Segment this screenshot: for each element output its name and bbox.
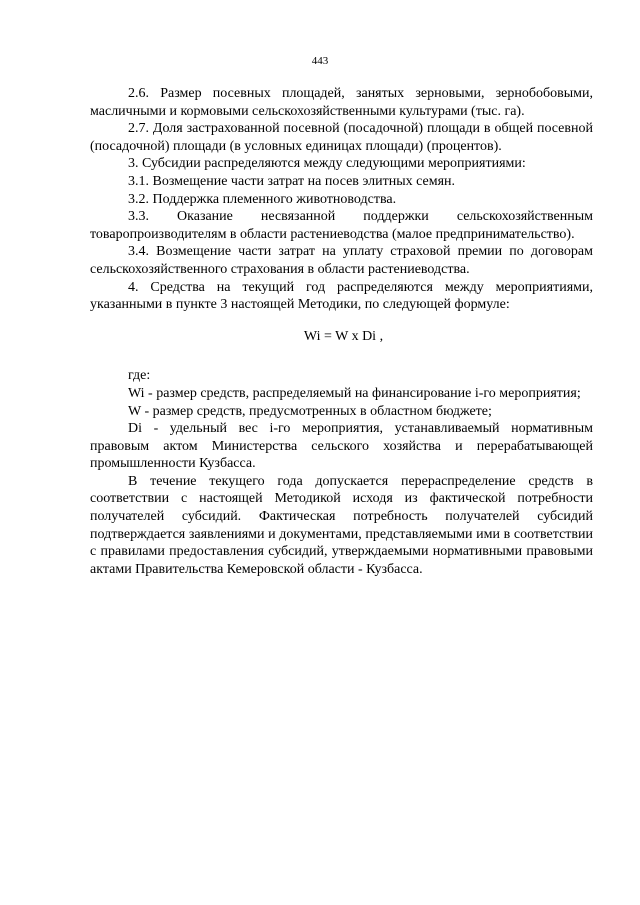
page-number: 443 <box>311 55 329 67</box>
paragraph-3-3: 3.3. Оказание несвязанной поддержки сельскохозяйственным товаропроизводителям в области растениеводства (малое предпринимательство). <box>90 209 593 242</box>
paragraph-3-4: 3.4. Возмещение части затрат на уплату страховой премии по договорам сельскохозяйственного страхования в области растениеводства. <box>90 244 593 277</box>
formula: Wi = W x Di , <box>303 328 384 344</box>
paragraph-2-6: 2.6. Размер посевных площадей, занятых зерновыми, зернобобовыми, масличными и кормовыми сельскохозяйственными культурами (тыс. га). <box>90 86 593 119</box>
document-body <box>90 85 593 578</box>
definition-di: Di - удельный вес i-го мероприятия, устанавливаемый нормативным правовым актом Министерства сельского хозяйства и перерабатывающей промышленности Кузбасса. <box>90 421 593 472</box>
paragraph-4: 4. Средства на текущий год распределяются между мероприятиями, указанными в пункте 3 настоящей Методики, по следующей формуле: <box>90 279 593 313</box>
definition-w: W - размер средств, предусмотренных в областном бюджете; <box>128 403 492 419</box>
paragraph-redistribution: В течение текущего года допускается перераспределение средств в соответствии с настоящей Методикой исходя из фактической потребности получателей субсидий. Фактическая потребность получателей субсидий подтверждается заявлениями и документами, представляемыми ими в соответствии с правилами предоставления субсидий, утверждаемыми нормативными правовыми актами Правительства Кемеровской области - Кузбасса. <box>90 473 593 577</box>
definition-wi: Wi - размер средств, распределяемый на финансирование i-го мероприятия; <box>128 385 581 401</box>
paragraph-2-7: 2.7. Доля застрахованной посевной (посадочной) площади в общей посевной (посадочной) площади (в условных единицах площади) (процентов). <box>90 121 593 154</box>
paragraph-3-2: 3.2. Поддержка племенного животноводства. <box>128 191 397 207</box>
paragraph-3-1: 3.1. Возмещение части затрат на посев элитных семян. <box>128 173 456 189</box>
where-label: где: <box>128 368 151 384</box>
paragraph-3: 3. Субсидии распределяются между следующими мероприятиями: <box>128 156 526 172</box>
